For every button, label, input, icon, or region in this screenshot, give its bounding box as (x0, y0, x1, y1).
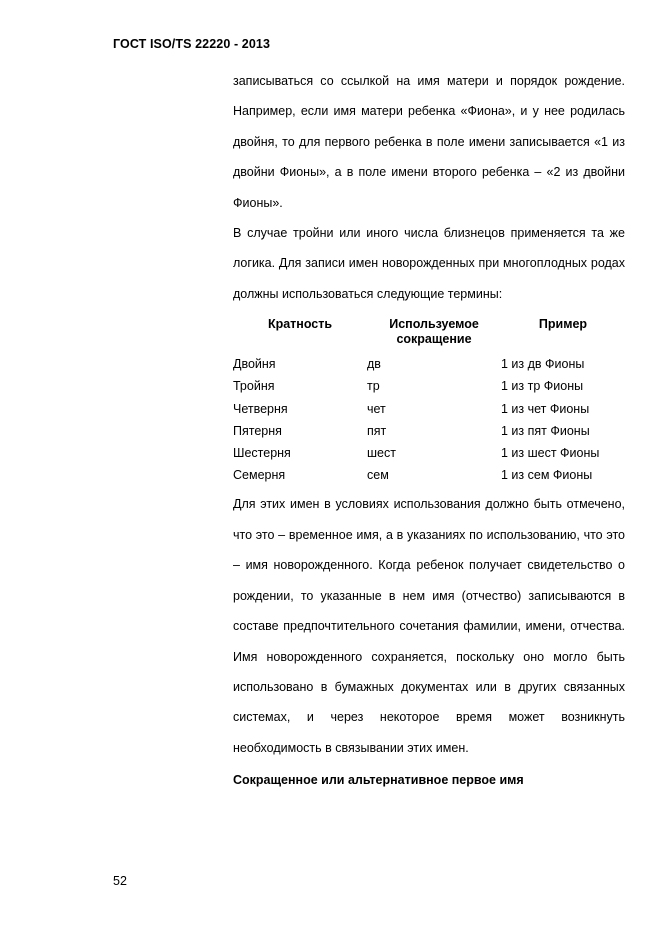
table-cell: 1 из чет Фионы (501, 401, 590, 416)
document-header: ГОСТ ISO/TS 22220 - 2013 (113, 37, 270, 51)
section-subheading: Сокращенное или альтернативное первое имя (233, 773, 524, 788)
table-row (233, 375, 625, 397)
table-cell: Пятерня (233, 423, 282, 438)
table-cell: тр (367, 379, 380, 394)
table-cell: дв (367, 357, 381, 372)
table-cell: шест (367, 446, 396, 461)
table-header-cell (367, 317, 501, 353)
paragraph-1: записываться со ссылкой на имя матери и порядок рождение. Например, если имя матери ребенка «Фиона», и у нее родилась двойня, то для первого ребенка в поле имени записывается «1 из двойни Фионы», а в поле имени второго ребенка – «2 из двойни Фионы». (233, 74, 625, 210)
table-header-cell: Пример (538, 317, 588, 332)
table-header-row (233, 317, 625, 353)
table-cell: сем (367, 468, 389, 483)
table-cell: пят (367, 423, 387, 438)
table-cell: 1 из шест Фионы (501, 446, 600, 461)
main-content (233, 66, 625, 795)
table-cell: 1 из пят Фионы (501, 423, 590, 438)
table-cell: Семерня (233, 468, 286, 483)
table-cell: 1 из тр Фионы (501, 379, 584, 394)
table-cell: Двойня (233, 357, 276, 372)
table-header-text: Используемое сокращение (389, 317, 479, 347)
multiplicity-table (233, 317, 625, 486)
table-cell: 1 из сем Фионы (501, 468, 593, 483)
page-number: 52 (113, 874, 127, 888)
table-cell: Шестерня (233, 446, 291, 461)
table-header-cell: Кратность (267, 317, 333, 332)
table-cell: чет (367, 401, 386, 416)
paragraph-2: В случае тройни или иного числа близнецов применяется та же логика. Для записи имен новорожденных при многоплодных родах должны использоваться следующие термины: (233, 226, 625, 301)
table-row (233, 353, 625, 375)
table-cell: Тройня (233, 379, 275, 394)
table-row (233, 420, 625, 442)
table-cell: Четверня (233, 401, 288, 416)
table-row (233, 464, 625, 486)
table-row (233, 398, 625, 420)
table-row (233, 442, 625, 464)
table-cell: 1 из дв Фионы (501, 357, 585, 372)
paragraph-3: Для этих имен в условиях использования должно быть отмечено, что это – временное имя, а в указаниях по использованию, что это – имя новорожденного. Когда ребенок получает свидетельство о рождении, то указанные в нем имя (отчество) записываются в составе предпочтительного сочетания фамилии, имени, отчества. Имя новорожденного сохраняется, поскольку оно могло быть использовано в бумажных документах или в других связанных системах, и через некоторое время может возникнуть необходимость в связывании этих имен. (233, 497, 625, 755)
